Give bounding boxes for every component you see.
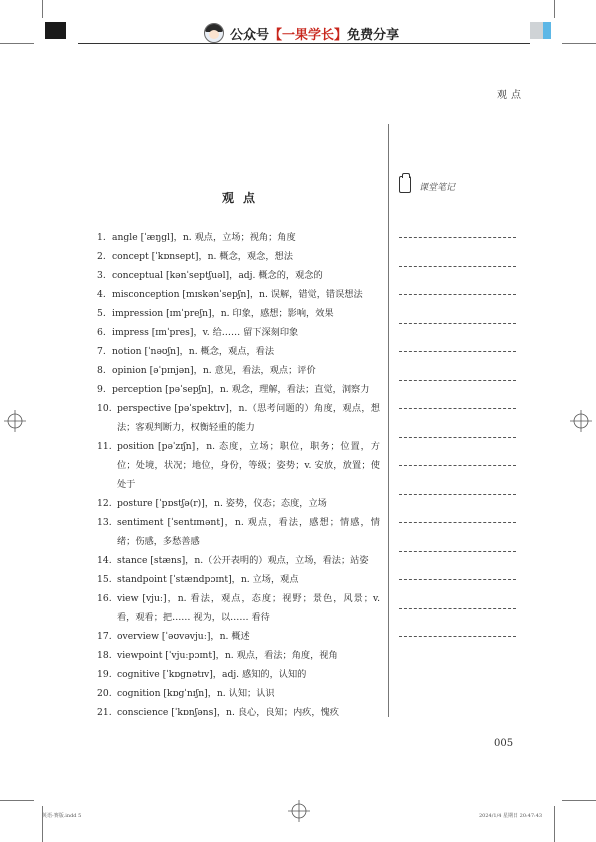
vocab-entry: [97, 646, 380, 665]
running-head: 观点: [497, 90, 525, 101]
clipboard-icon: [399, 176, 411, 193]
entry-text: impress [ɪmˈpres]，v. 给…… 留下深刻印象: [112, 327, 299, 338]
vocab-entry: [97, 589, 380, 627]
vocab-entry: [97, 494, 380, 513]
entry-number: 2.: [97, 251, 106, 262]
entry-number: 6.: [97, 327, 106, 338]
crop-mark: [0, 43, 34, 44]
vocab-entry: [97, 570, 380, 589]
entry-number: 7.: [97, 346, 106, 357]
note-line: [399, 465, 516, 466]
avatar-icon: [204, 23, 224, 43]
entry-number: 12.: [97, 498, 112, 509]
entry-number: 11.: [97, 441, 112, 452]
entry-number: 14.: [97, 555, 112, 566]
entry-number: 5.: [97, 308, 106, 319]
vocab-entry: [97, 437, 380, 494]
crop-mark: [0, 800, 34, 801]
note-line: [399, 608, 516, 609]
note-line: [399, 380, 516, 381]
registration-mark-right: [570, 410, 592, 432]
note-line: [399, 323, 516, 324]
color-bar-left: [45, 22, 66, 39]
crop-mark: [42, 0, 43, 18]
note-line: [399, 579, 516, 580]
entry-number: 13.: [97, 517, 112, 528]
vocab-entry: [97, 266, 380, 285]
entry-text: conscience [ˈkɒnʃəns]，n. 良心，良知；内疚，愧疚: [117, 707, 339, 718]
vocab-entry: [97, 304, 380, 323]
entry-text: opinion [əˈpɪnjən]，n. 意见，看法，观点；评价: [112, 365, 316, 376]
entry-text: impression [ɪmˈpreʃn]，n. 印象，感想；影响，效果: [112, 308, 334, 319]
header-banner: [204, 22, 399, 44]
entry-number: 15.: [97, 574, 112, 585]
note-line: [399, 522, 516, 523]
vocab-entry: [97, 380, 380, 399]
vocab-entry: [97, 684, 380, 703]
entry-number: 9.: [97, 384, 106, 395]
crop-mark: [554, 0, 555, 18]
entry-text: cognitive [ˈkɒgnətɪv]，adj. 感知的，认知的: [117, 669, 307, 680]
vocab-entry: [97, 247, 380, 266]
registration-mark-bottom: [288, 800, 310, 822]
note-line: [399, 636, 516, 637]
banner-suffix: 免费分享: [347, 27, 400, 43]
footer-timestamp: 2024/1/4 星期日 20:47:43: [479, 813, 543, 819]
entry-number: 10.: [97, 403, 112, 414]
page-number: 005: [494, 738, 514, 749]
banner-highlight: 一果学长: [282, 27, 335, 43]
entry-number: 8.: [97, 365, 106, 376]
entry-text: position [pəˈzɪʃn]，n. 态度，立场；职位，职务；位置，方位；处境，状况；地位，身份，等级；姿势；v. 安放，放置；使处于: [117, 441, 380, 490]
vocab-entry: [97, 342, 380, 361]
note-line: [399, 551, 516, 552]
entry-text: viewpoint [ˈvjuːpɔɪnt]，n. 观点，看法；角度，视角: [117, 650, 338, 661]
vocab-entry: [97, 323, 380, 342]
vocab-entry: [97, 228, 380, 247]
crop-mark: [562, 800, 596, 801]
entry-number: 18.: [97, 650, 112, 661]
column-divider: [388, 124, 389, 717]
vocab-entry: [97, 551, 380, 570]
entry-text: perspective [pəˈspektɪv]，n.（思考问题的）角度，观点，想法；客观判断力，权衡轻重的能力: [117, 403, 380, 433]
entry-number: 1.: [97, 232, 106, 243]
entry-text: conceptual [kənˈseptʃuəl]，adj. 概念的，观念的: [112, 270, 323, 281]
vocab-entry: [97, 627, 380, 646]
color-bar-right-accent: [543, 22, 551, 39]
vocab-entry: [97, 703, 380, 722]
entry-text: view [vjuː]，n. 看法，观点，态度；视野；景色，风景；v. 看，观看；把…… 视为，以…… 看待: [117, 593, 380, 623]
note-line: [399, 237, 516, 238]
entry-text: stance [stæns]，n.（公开表明的）观点，立场，看法；站姿: [117, 555, 369, 566]
entry-text: concept [ˈkɒnsept]，n. 概念，观念，想法: [112, 251, 293, 262]
vocabulary-list: [97, 228, 380, 722]
entry-number: 3.: [97, 270, 106, 281]
entry-number: 21.: [97, 707, 112, 718]
entry-number: 4.: [97, 289, 106, 300]
crop-mark: [554, 806, 555, 842]
page-title: 观点: [222, 191, 265, 205]
footer-file: 英语-赛版.indd 5: [42, 813, 82, 819]
vocab-entry: [97, 665, 380, 684]
entry-text: misconception [mɪskənˈsepʃn]，n. 误解，错觉，错误想法: [112, 289, 363, 300]
note-line: [399, 266, 516, 267]
entry-text: cognition [kɒgˈnɪʃn]，n. 认知；认识: [117, 688, 275, 699]
entry-number: 19.: [97, 669, 112, 680]
note-line: [399, 437, 516, 438]
entry-text: perception [pəˈsepʃn]，n. 观念，理解，看法；直觉，洞察力: [112, 384, 370, 395]
banner-bracket-close: 】: [334, 27, 348, 43]
crop-mark: [562, 43, 596, 44]
entry-text: notion [ˈnəʊʃn]，n. 概念，观点，看法: [112, 346, 275, 357]
note-line: [399, 294, 516, 295]
entry-number: 20.: [97, 688, 112, 699]
notes-title: 课堂笔记: [419, 183, 456, 193]
banner-bracket-open: 【: [269, 27, 283, 43]
vocab-entry: [97, 513, 380, 551]
note-line: [399, 494, 516, 495]
vocab-entry: [97, 399, 380, 437]
entry-text: angle [ˈæŋgl]，n. 观点，立场；视角；角度: [112, 232, 296, 243]
vocab-entry: [97, 285, 380, 304]
entry-text: overview [ˈəʊvəvjuː]，n. 概述: [117, 631, 250, 642]
note-line: [399, 408, 516, 409]
entry-number: 16.: [97, 593, 112, 604]
banner-prefix: 公众号: [230, 27, 270, 43]
vocab-entry: [97, 361, 380, 380]
entry-number: 17.: [97, 631, 112, 642]
note-line: [399, 351, 516, 352]
entry-text: posture [ˈpɒstʃə(r)]，n. 姿势，仪态；态度，立场: [117, 498, 327, 509]
registration-mark-left: [4, 410, 26, 432]
entry-text: standpoint [ˈstændpɔɪnt]，n. 立场，观点: [117, 574, 299, 585]
entry-text: sentiment [ˈsentɪmənt]，n. 观点，看法，感想；情感，情绪；伤感，多愁善感: [117, 517, 380, 547]
